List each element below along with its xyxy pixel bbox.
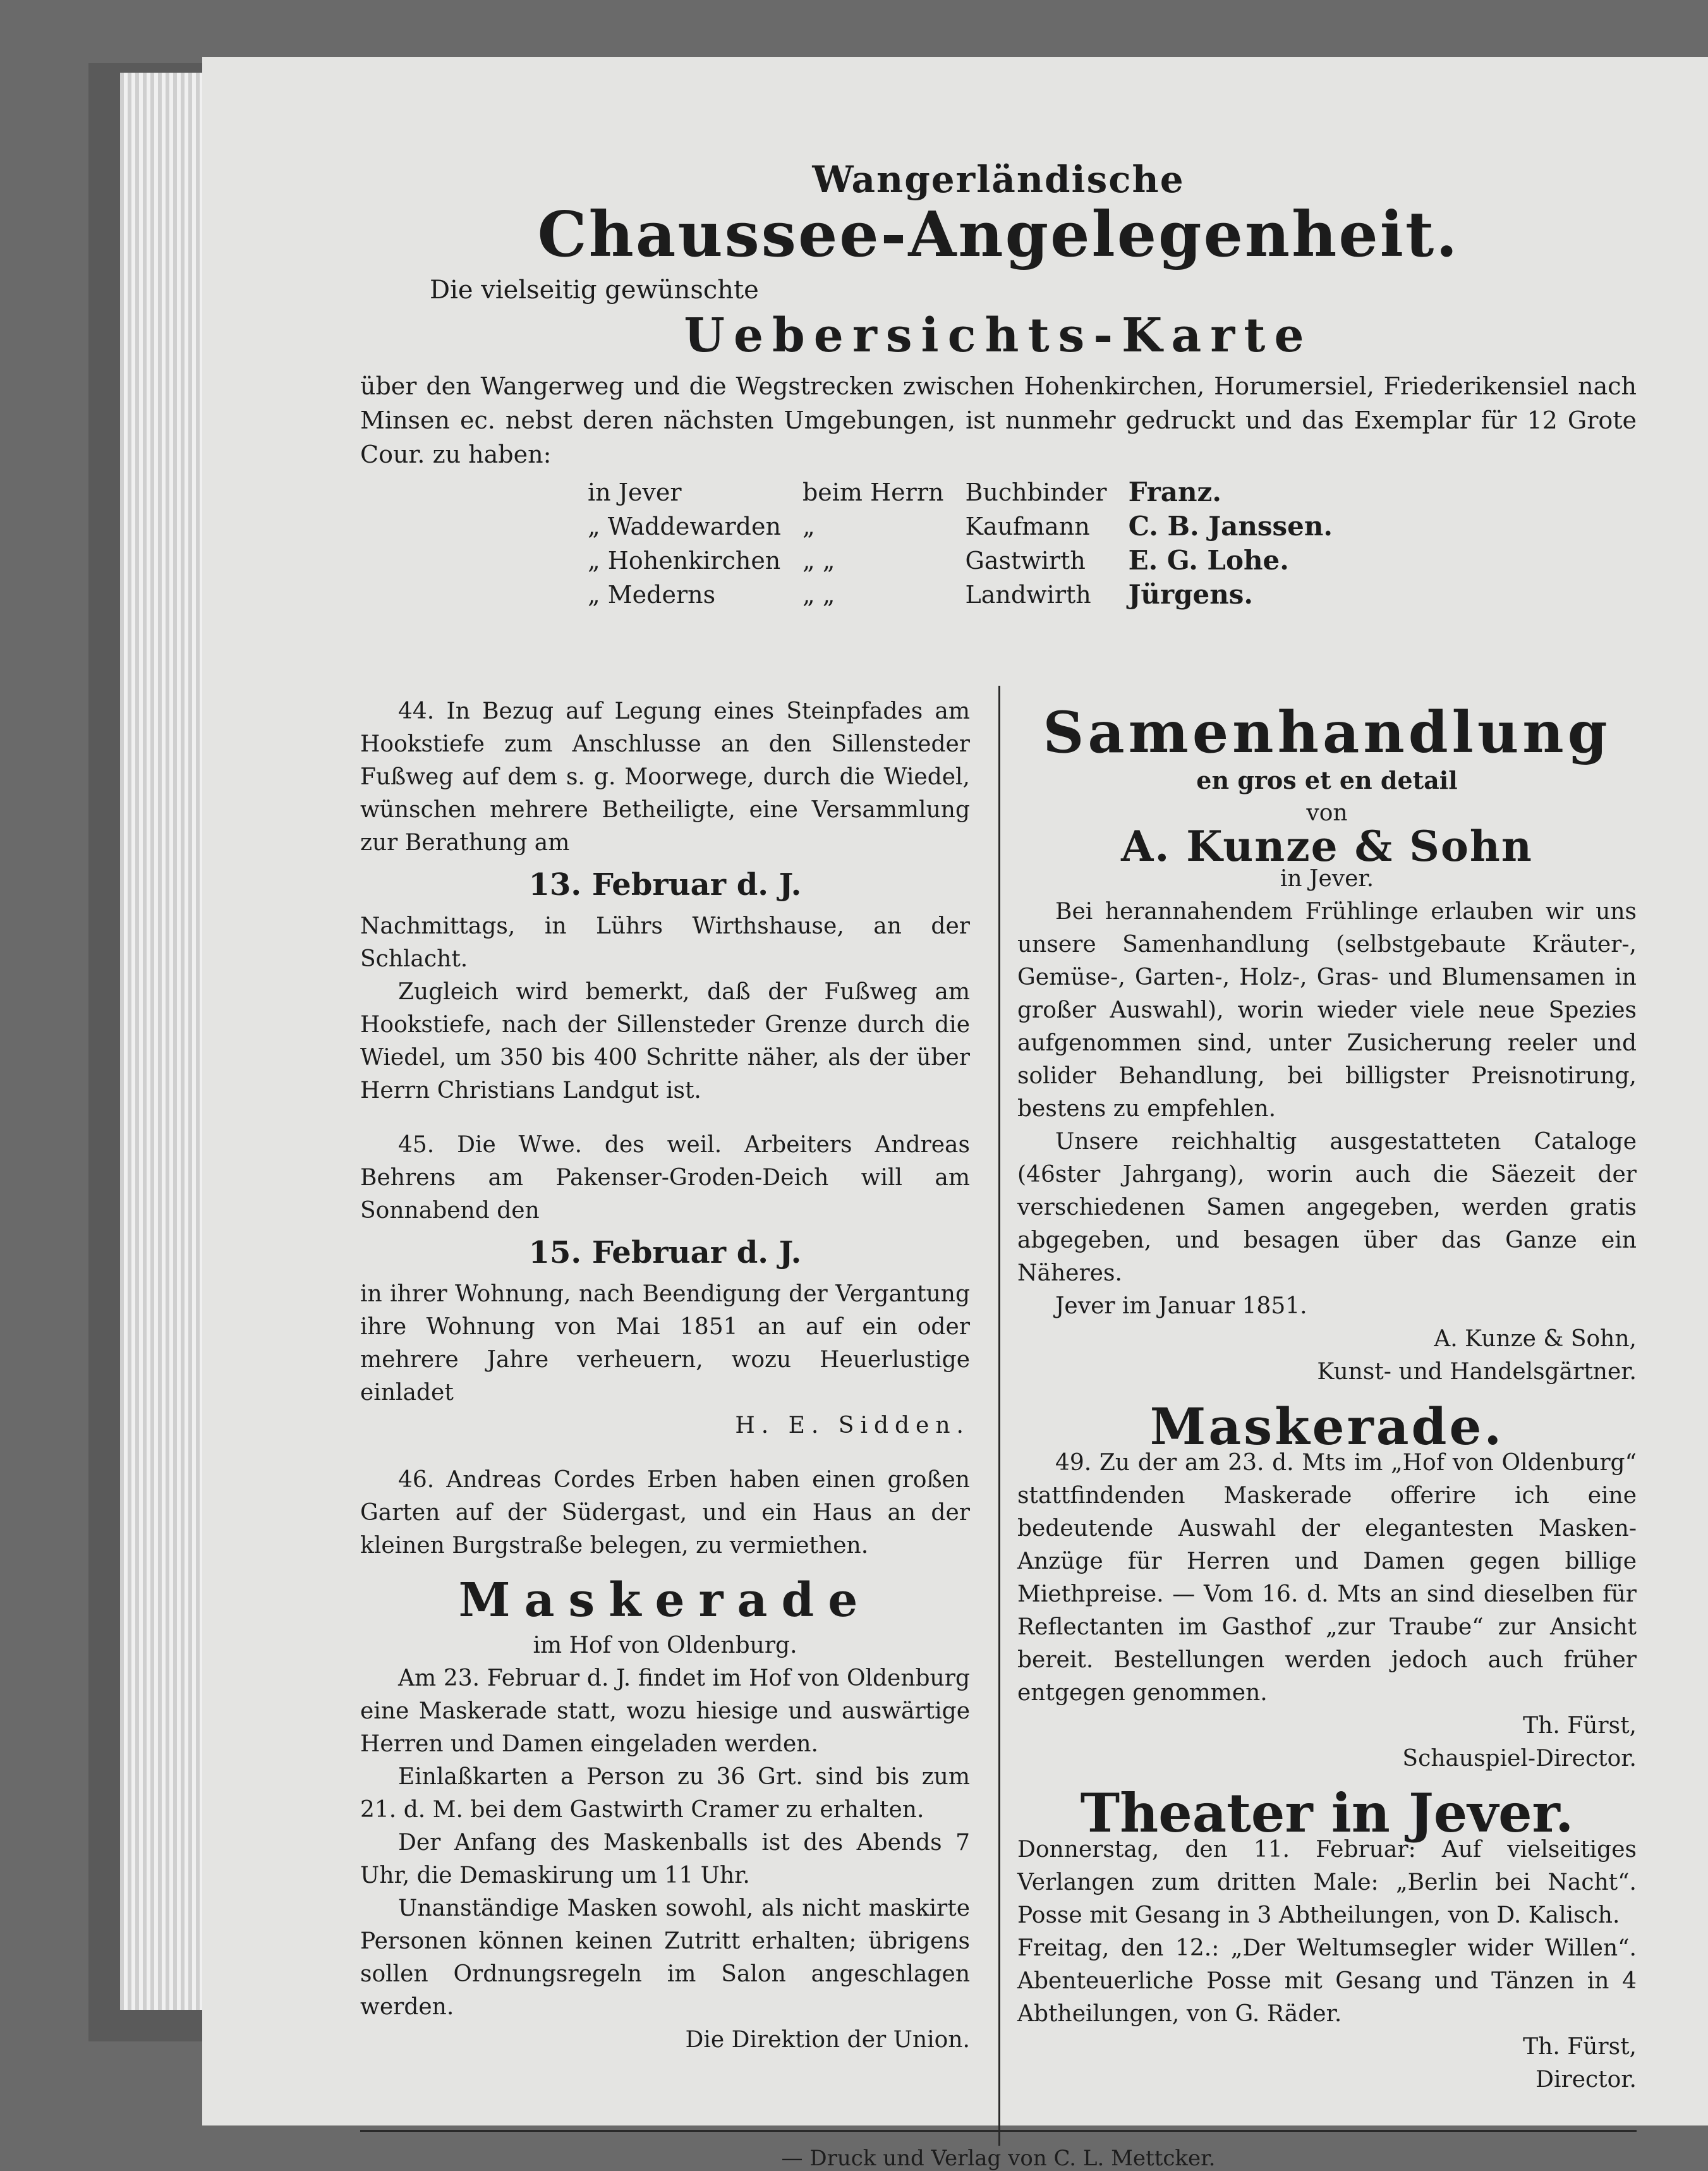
vendor-mid: „ „ [802,546,835,575]
seed-shop-von: von [1306,800,1348,826]
heading-chaussee: Chaussee-Angelegenheit. [537,198,1460,271]
seed-shop-date: Jever im Januar 1851. [1055,1293,1307,1319]
seed-shop-name: A. Kunze & Sohn [1121,822,1533,871]
vendor-row [588,475,1354,509]
seed-shop-location: in Jever. [1280,866,1374,892]
theater-p1: Donnerstag, den 11. Februar: Auf vielseitiges Verlangen zum dritten Male: „Berlin bei Nacht“. Posse mit Gesang in 3 Abtheilungen, von D. Kalisch. [1017,1837,1637,1928]
notice-44-place: Nachmittags, in Lührs Wirthshause, an der Schlacht. [360,913,970,972]
vendor-row [588,544,1354,578]
vendor-table [588,475,1354,612]
vendor-mid: beim Herrn [802,478,944,506]
masquerade-p2: Einlaßkarten a Person zu 36 Grt. sind bis zum 21. d. M. bei dem Gastwirth Cramer zu erhalten. [360,1764,970,1823]
seed-shop-ad [1017,699,1637,1389]
vendor-role: Kaufmann [965,512,1090,540]
seed-shop-sub: en gros et en detail [1196,766,1458,794]
vendor-place: in Jever [588,478,682,506]
vendor-name: E. G. Lohe. [1128,544,1289,576]
masquerade-p1: Am 23. Februar d. J. findet im Hof von Oldenburg eine Maskerade statt, wozu hiesige und auswärtige Herren und Damen eingeladen werden. [360,1665,970,1757]
vendor-mid: „ [802,512,815,540]
notice-44-note: Zugleich wird bemerkt, daß der Fußweg am Hookstiefe, nach der Sillensteder Grenze durch die Wiedel, um 350 bis 400 Schritte näher, als der über Herrn Christians Landgut ist. [360,979,970,1104]
heading-karte: Uebersichts-Karte [684,308,1313,363]
masquerade-p4: Unanständige Masken sowohl, als nicht maskirte Personen können keinen Zutritt erhalten; übrigens sollen Ordnungsregeln im Salon angeschlagen werden. [360,1895,970,2020]
vendor-row [588,509,1354,544]
vendor-name: C. B. Janssen. [1128,510,1333,542]
seed-shop-p1: Bei herannahendem Frühlinge erlauben wir uns unsere Samenhandlung (selbstgebaute Kräuter-, Gemüse-, Garten-, Holz-, Gras- und Blumensamen in großer Auswahl), worin wieder viele neue Spezies aufgenommen sind, unter Zusicherung reeler und solider Behandlung, bei billigster Preisnotirung, bestens zu empfehlen. [1017,899,1637,1122]
seed-shop-heading: Samenhandlung [1043,699,1611,766]
notice-45 [360,1129,970,1442]
theater-ad [1017,1782,1637,2096]
notice-45-signature: H. E. Sidden. [735,1413,970,1438]
page-content [360,145,1637,2171]
seed-shop-p2: Unsere reichhaltig ausgestatteten Cataloge (46ster Jahrgang), worin auch die Säezeit der verschiedenen Samen angegeben, werden gratis abgegeben, und besagen über das Ganze ein Näheres. [1017,1129,1637,1286]
theater-heading: Theater in Jever. [1080,1782,1574,1844]
vendor-place: „ Waddewarden [588,512,781,540]
notice-45-text: 45. Die Wwe. des weil. Arbeiters Andreas Behrens am Pakenser-Groden-Deich will am Sonnabend den [360,1132,970,1224]
chaussee-announcement [360,145,1637,664]
page-edges [120,73,209,2010]
right-column [1017,695,1637,2118]
masquerade-place: im Hof von Oldenburg. [533,1633,797,1658]
seed-shop-sig2: Kunst- und Handelsgärtner. [1317,1359,1637,1385]
column-divider [998,686,1000,2146]
footer-rule [360,2130,1637,2132]
vendor-place: „ Hohenkirchen [588,546,781,575]
costume-heading: Maskerade. [1149,1397,1505,1456]
vendor-mid: „ „ [802,580,835,609]
costume-sig2: Schauspiel-Director. [1402,1746,1637,1772]
theater-sig2: Director. [1535,2067,1637,2093]
theater-p2: Freitag, den 12.: „Der Weltumsegler wider Willen“. Abenteuerliche Posse mit Gesang und Tänzen in 4 Abtheilungen, von G. Räder. [1017,1935,1637,2027]
karte-description: über den Wangerweg und die Wegstrecken zwischen Hohenkirchen, Horumersiel, Friederikensiel nach Minsen ec. nebst deren nächsten Umgebungen, ist nunmehr gedruckt und das Exemplar für 12 Grote Cour. zu haben: [360,372,1637,468]
masquerade-p3: Der Anfang des Maskenballs ist des Abends 7 Uhr, die Demaskirung um 11 Uhr. [360,1830,970,1888]
theater-sig1: Th. Fürst, [1523,2034,1637,2060]
masquerade-notice [360,1573,970,2057]
notice-46 [360,1464,970,1562]
notice-45-text2: in ihrer Wohnung, nach Beendigung der Vergantung ihre Wohnung von Mai 1851 an auf ein oder mehrere Jahre verheuern, wozu Heuerlustige einladet [360,1281,970,1406]
vendor-role: Buchbinder [965,478,1107,506]
notice-46-text: 46. Andreas Cordes Erben haben einen großen Garten auf der Südergast, und ein Haus an der kleinen Burgstraße belegen, zu vermiethen. [360,1467,970,1559]
heading-wangerland: Wangerländische [812,158,1185,201]
vendor-name: Franz. [1128,476,1221,508]
vendor-role: Landwirth [965,580,1091,609]
costume-ad [1017,1397,1637,1775]
seed-shop-sig1: A. Kunze & Sohn, [1434,1326,1637,1352]
notice-45-date: 15. Februar d. J. [528,1235,802,1270]
costume-sig1: Th. Fürst, [1523,1713,1637,1739]
vendor-name: Jürgens. [1128,578,1253,610]
masquerade-heading: Maskerade [458,1573,872,1627]
vendor-place: „ Mederns [588,580,716,609]
notice-44-text: 44. In Bezug auf Legung eines Steinpfades am Hookstiefe zum Anschlusse an den Sillensteder Fußweg auf dem s. g. Moorwege, durch die Wiedel, wünschen mehrere Betheiligte, eine Versammlung zur Berathung am [360,698,970,856]
vendor-role: Gastwirth [965,546,1086,575]
notice-44-date: 13. Februar d. J. [528,867,802,903]
costume-text: 49. Zu der am 23. d. Mts im „Hof von Oldenburg“ stattfindenden Maskerade offerire ich eine bedeutende Auswahl der elegantesten Masken-Anzüge für Herren und Damen gegen billige Miethpreise. — Vom 16. d. Mts an sind dieselben für Reflectanten im Gasthof „zur Traube“ zur Ansicht bereit. Bestellungen werden jedoch auch früher entgegen genommen. [1017,1450,1637,1706]
imprint: — Druck und Verlag von C. L. Mettcker. [781,2146,1216,2171]
notice-44 [360,695,970,1107]
masquerade-signature: Die Direktion der Union. [685,2027,970,2053]
vendor-row [588,578,1354,612]
lead-text: Die vielseitig gewünschte [430,275,759,305]
left-column [360,695,970,2078]
